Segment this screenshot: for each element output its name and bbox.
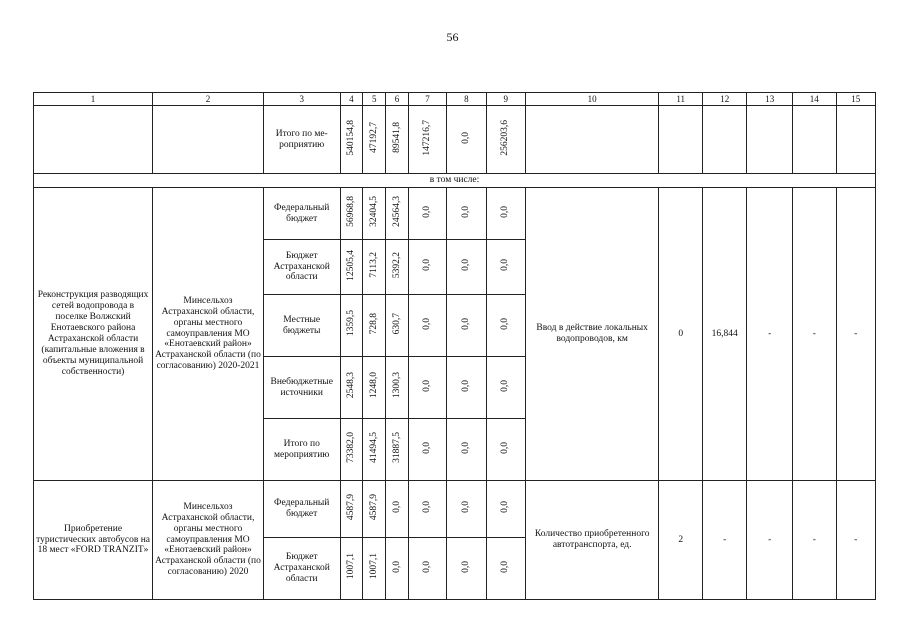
amount-cell: 1359,5	[345, 310, 356, 337]
amount-cell: 89541,8	[391, 122, 402, 153]
amount-cell: 4587,9	[345, 493, 356, 521]
event1-col13: -	[747, 188, 793, 481]
amount-cell: 0,0	[422, 501, 433, 513]
amount-cell: 5392,2	[391, 251, 402, 279]
amount-cell: 0,0	[460, 259, 471, 271]
col-number: 14	[793, 93, 836, 106]
amount-cell: 0,0	[460, 317, 471, 330]
amount-cell: 2548,3	[345, 372, 356, 399]
amount-cell: 7113,2	[368, 252, 379, 278]
amount-cell: 256203,6	[500, 119, 511, 156]
event2-row	[34, 481, 876, 538]
col-number: 8	[447, 93, 486, 106]
col-number: 5	[363, 93, 386, 106]
source-label: Итого по ме-роприятию	[263, 106, 340, 174]
amount-cell: 0,0	[500, 501, 511, 513]
amount-cell: 0,0	[500, 560, 511, 573]
event2-col14: -	[793, 481, 836, 600]
event2-name: Приобретение туристических автобусов на 18 мест «FORD TRANZIT»	[34, 481, 153, 600]
col-number: 13	[747, 93, 793, 106]
source-label: Итого по мероприятию	[263, 419, 340, 481]
event1-executor: Минсельхоз Астраханской области, органы местного самоуправления МО «Енотаевский район» Астраханской области (по согласованию) 2020-2021	[153, 188, 264, 481]
source-label: Местные бюджеты	[263, 295, 340, 357]
amount-cell: 4587,9	[368, 493, 379, 521]
col-number: 4	[340, 93, 363, 106]
amount-cell: 0,0	[500, 441, 511, 454]
amount-cell: 1248,0	[368, 372, 379, 399]
amount-cell: 0,0	[460, 205, 471, 218]
col-number: 6	[386, 93, 409, 106]
amount-cell: 0,0	[422, 205, 433, 218]
event1-col15: -	[836, 188, 875, 481]
amount-cell: 147216,7	[422, 119, 433, 156]
amount-cell: 1007,1	[368, 553, 379, 580]
amount-cell: 0,0	[422, 560, 433, 573]
amount-cell: 47192,7	[368, 122, 379, 153]
amount-cell: 728,8	[368, 312, 379, 335]
amount-cell: 0,0	[460, 379, 471, 392]
event2-executor: Минсельхоз Астраханской области, органы местного самоуправления МО «Енотаевский район» Астраханской области (по согласованию) 2020	[153, 481, 264, 600]
amount-cell: 56968,8	[345, 196, 356, 227]
event1-name: Реконструкция разводящих сетей водопровода в поселке Волжский Енотаевского района Астраханской области (капитальные вложения в объекты муниципальной собственности)	[34, 188, 153, 481]
col-number: 9	[486, 93, 525, 106]
amount-cell: 0,0	[460, 131, 471, 144]
source-label: Федеральный бюджет	[263, 188, 340, 240]
col-number: 7	[408, 93, 446, 106]
amount-cell: 540154,8	[345, 119, 356, 156]
amount-cell: 0,0	[500, 205, 511, 218]
event1-indicator: Ввод в действие локальных водопроводов, км	[525, 188, 659, 481]
source-label: Федеральный бюджет	[263, 481, 340, 538]
source-label: Бюджет Астраханской области	[263, 240, 340, 295]
col-number: 11	[659, 93, 702, 106]
source-label: Бюджет Астраханской области	[263, 538, 340, 600]
amount-cell: 12505,4	[345, 249, 356, 281]
col-number: 1	[34, 93, 153, 106]
event1-row	[34, 188, 876, 240]
column-number-row	[34, 93, 876, 106]
event1-col12: 16,844	[702, 188, 747, 481]
amount-cell: 0,0	[391, 501, 402, 513]
event2-col12: -	[702, 481, 747, 600]
amount-cell: 0,0	[422, 317, 433, 330]
page-number: 56	[446, 30, 459, 44]
event1-col14: -	[793, 188, 836, 481]
amount-cell: 630,7	[391, 312, 402, 335]
amount-cell: 32404,5	[368, 196, 379, 227]
including-row	[34, 174, 876, 188]
amount-cell: 0,0	[500, 379, 511, 392]
event2-col11: 2	[659, 481, 702, 600]
amount-cell: 0,0	[500, 259, 511, 271]
col-number: 10	[525, 93, 659, 106]
col-number: 2	[153, 93, 264, 106]
total-row	[34, 106, 876, 174]
amount-cell: 0,0	[391, 560, 402, 573]
source-label: Внебюджетные источники	[263, 357, 340, 419]
amount-cell: 0,0	[500, 317, 511, 330]
amount-cell: 0,0	[422, 441, 433, 454]
amount-cell: 0,0	[422, 259, 433, 271]
program-table	[33, 92, 876, 600]
amount-cell: 0,0	[422, 379, 433, 392]
col-number: 12	[702, 93, 747, 106]
amount-cell: 0,0	[460, 501, 471, 513]
amount-cell: 0,0	[460, 441, 471, 454]
event1-col11: 0	[659, 188, 702, 481]
event2-col13: -	[747, 481, 793, 600]
amount-cell: 24564,3	[391, 196, 402, 227]
amount-cell: 31887,5	[391, 432, 402, 463]
col-number: 15	[836, 93, 875, 106]
amount-cell: 0,0	[460, 560, 471, 573]
including-label: в том числе:	[34, 174, 876, 188]
amount-cell: 73382,0	[345, 432, 356, 463]
col-number: 3	[263, 93, 340, 106]
amount-cell: 1007,1	[345, 553, 356, 580]
amount-cell: 1300,3	[391, 372, 402, 399]
event2-indicator: Количество приобретенного автотранспорта, ед.	[525, 481, 659, 600]
amount-cell: 41494,5	[368, 432, 379, 463]
event2-col15: -	[836, 481, 875, 600]
